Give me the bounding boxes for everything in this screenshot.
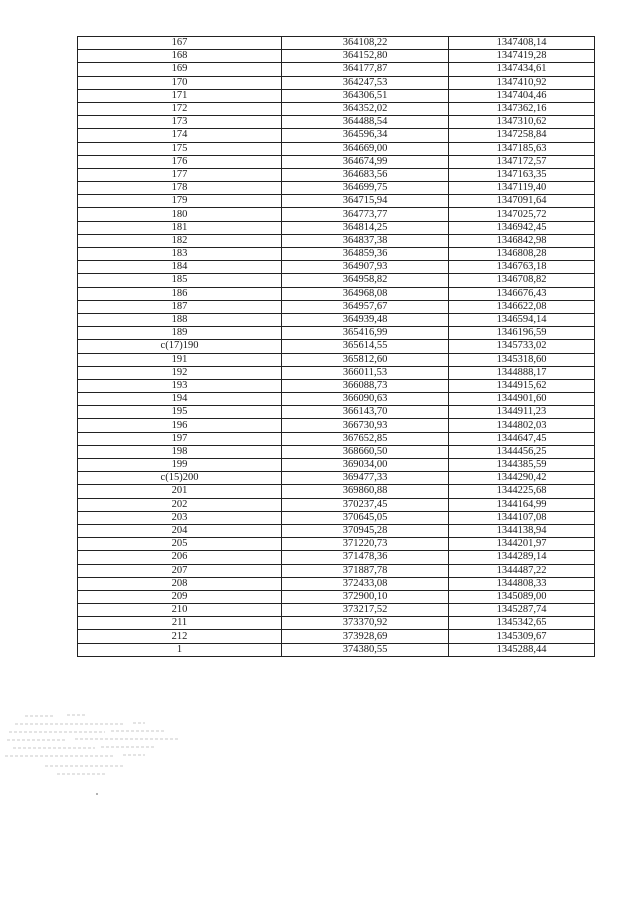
coordinates-table-body — [78, 37, 595, 657]
table-row — [78, 300, 595, 313]
point-number-cell: 180 — [78, 208, 282, 221]
table-row — [78, 366, 595, 379]
x-coordinate-cell: 364247,53 — [282, 76, 449, 89]
y-coordinate-cell: 1344164,99 — [449, 498, 595, 511]
table-row — [78, 37, 595, 50]
x-coordinate-cell: 369860,88 — [282, 485, 449, 498]
y-coordinate-cell: 1347163,35 — [449, 168, 595, 181]
table-row — [78, 261, 595, 274]
y-coordinate-cell: 1346942,45 — [449, 221, 595, 234]
point-number-cell: 196 — [78, 419, 282, 432]
x-coordinate-cell: 364152,80 — [282, 50, 449, 63]
y-coordinate-cell: 1347404,46 — [449, 89, 595, 102]
point-number-cell: 208 — [78, 577, 282, 590]
y-coordinate-cell: 1347419,28 — [449, 50, 595, 63]
y-coordinate-cell: 1346708,82 — [449, 274, 595, 287]
table-row — [78, 63, 595, 76]
y-coordinate-cell: 1344888,17 — [449, 366, 595, 379]
x-coordinate-cell: 365614,55 — [282, 340, 449, 353]
point-number-cell: 178 — [78, 182, 282, 195]
y-coordinate-cell: 1344915,62 — [449, 379, 595, 392]
x-coordinate-cell: 366090,63 — [282, 393, 449, 406]
y-coordinate-cell: 1347091,64 — [449, 195, 595, 208]
y-coordinate-cell: 1347258,84 — [449, 129, 595, 142]
x-coordinate-cell: 364177,87 — [282, 63, 449, 76]
table-row — [78, 524, 595, 537]
x-coordinate-cell: 366088,73 — [282, 379, 449, 392]
y-coordinate-cell: 1345733,02 — [449, 340, 595, 353]
x-coordinate-cell: 364958,82 — [282, 274, 449, 287]
y-coordinate-cell: 1347362,16 — [449, 102, 595, 115]
point-number-cell: 206 — [78, 551, 282, 564]
x-coordinate-cell: 364939,48 — [282, 313, 449, 326]
x-coordinate-cell: 369034,00 — [282, 459, 449, 472]
point-number-cell: 207 — [78, 564, 282, 577]
table-row — [78, 564, 595, 577]
table-row — [78, 182, 595, 195]
y-coordinate-cell: 1346594,14 — [449, 313, 595, 326]
table-row — [78, 393, 595, 406]
table-row — [78, 129, 595, 142]
table-row — [78, 472, 595, 485]
x-coordinate-cell: 373217,52 — [282, 604, 449, 617]
y-coordinate-cell: 1345342,65 — [449, 617, 595, 630]
x-coordinate-cell: 366730,93 — [282, 419, 449, 432]
point-number-cell: 172 — [78, 102, 282, 115]
y-coordinate-cell: 1345287,74 — [449, 604, 595, 617]
point-number-cell: 197 — [78, 432, 282, 445]
point-number-cell: 1 — [78, 643, 282, 656]
y-coordinate-cell: 1347185,63 — [449, 142, 595, 155]
x-coordinate-cell: 370237,45 — [282, 498, 449, 511]
point-number-cell: 195 — [78, 406, 282, 419]
table-row — [78, 327, 595, 340]
point-number-cell: 185 — [78, 274, 282, 287]
x-coordinate-cell: 371478,36 — [282, 551, 449, 564]
scan-dot — [96, 793, 98, 795]
y-coordinate-cell: 1345309,67 — [449, 630, 595, 643]
point-number-cell: 181 — [78, 221, 282, 234]
x-coordinate-cell: 371220,73 — [282, 538, 449, 551]
table-row — [78, 432, 595, 445]
x-coordinate-cell: 364488,54 — [282, 116, 449, 129]
table-row — [78, 287, 595, 300]
table-row — [78, 617, 595, 630]
y-coordinate-cell: 1347310,62 — [449, 116, 595, 129]
y-coordinate-cell: 1345288,44 — [449, 643, 595, 656]
y-coordinate-cell: 1346808,28 — [449, 248, 595, 261]
point-number-cell: 202 — [78, 498, 282, 511]
x-coordinate-cell: 374380,55 — [282, 643, 449, 656]
point-number-cell: 179 — [78, 195, 282, 208]
table-row — [78, 485, 595, 498]
x-coordinate-cell: 372900,10 — [282, 590, 449, 603]
x-coordinate-cell: 364837,38 — [282, 234, 449, 247]
y-coordinate-cell: 1344201,97 — [449, 538, 595, 551]
point-number-cell: 199 — [78, 459, 282, 472]
y-coordinate-cell: 1347025,72 — [449, 208, 595, 221]
y-coordinate-cell: 1344290,42 — [449, 472, 595, 485]
y-coordinate-cell: 1344487,22 — [449, 564, 595, 577]
table-row — [78, 604, 595, 617]
point-number-cell: с(17)190 — [78, 340, 282, 353]
y-coordinate-cell: 1347410,92 — [449, 76, 595, 89]
table-row — [78, 353, 595, 366]
point-number-cell: 177 — [78, 168, 282, 181]
table-row — [78, 459, 595, 472]
point-number-cell: 194 — [78, 393, 282, 406]
point-number-cell: 175 — [78, 142, 282, 155]
point-number-cell: с(15)200 — [78, 472, 282, 485]
point-number-cell: 210 — [78, 604, 282, 617]
point-number-cell: 167 — [78, 37, 282, 50]
table-row — [78, 511, 595, 524]
y-coordinate-cell: 1344647,45 — [449, 432, 595, 445]
x-coordinate-cell: 364699,75 — [282, 182, 449, 195]
table-row — [78, 379, 595, 392]
point-number-cell: 184 — [78, 261, 282, 274]
y-coordinate-cell: 1347119,40 — [449, 182, 595, 195]
x-coordinate-cell: 372433,08 — [282, 577, 449, 590]
y-coordinate-cell: 1345089,00 — [449, 590, 595, 603]
point-number-cell: 201 — [78, 485, 282, 498]
point-number-cell: 187 — [78, 300, 282, 313]
point-number-cell: 209 — [78, 590, 282, 603]
y-coordinate-cell: 1346196,59 — [449, 327, 595, 340]
y-coordinate-cell: 1346842,98 — [449, 234, 595, 247]
point-number-cell: 182 — [78, 234, 282, 247]
point-number-cell: 192 — [78, 366, 282, 379]
table-row — [78, 208, 595, 221]
y-coordinate-cell: 1346763,18 — [449, 261, 595, 274]
y-coordinate-cell: 1344385,59 — [449, 459, 595, 472]
x-coordinate-cell: 364669,00 — [282, 142, 449, 155]
point-number-cell: 203 — [78, 511, 282, 524]
table-row — [78, 419, 595, 432]
point-number-cell: 189 — [78, 327, 282, 340]
x-coordinate-cell: 364674,99 — [282, 155, 449, 168]
x-coordinate-cell: 364907,93 — [282, 261, 449, 274]
y-coordinate-cell: 1347434,61 — [449, 63, 595, 76]
table-row — [78, 116, 595, 129]
point-number-cell: 170 — [78, 76, 282, 89]
y-coordinate-cell: 1344107,08 — [449, 511, 595, 524]
x-coordinate-cell: 366011,53 — [282, 366, 449, 379]
x-coordinate-cell: 366143,70 — [282, 406, 449, 419]
table-row — [78, 551, 595, 564]
x-coordinate-cell: 364814,25 — [282, 221, 449, 234]
x-coordinate-cell: 373928,69 — [282, 630, 449, 643]
x-coordinate-cell: 369477,33 — [282, 472, 449, 485]
table-row — [78, 313, 595, 326]
x-coordinate-cell: 364306,51 — [282, 89, 449, 102]
table-row — [78, 195, 595, 208]
table-row — [78, 643, 595, 656]
y-coordinate-cell: 1347408,14 — [449, 37, 595, 50]
table-row — [78, 142, 595, 155]
x-coordinate-cell: 373370,92 — [282, 617, 449, 630]
table-row — [78, 76, 595, 89]
x-coordinate-cell: 370945,28 — [282, 524, 449, 537]
table-row — [78, 406, 595, 419]
point-number-cell: 193 — [78, 379, 282, 392]
x-coordinate-cell: 364773,77 — [282, 208, 449, 221]
table-row — [78, 89, 595, 102]
table-row — [78, 221, 595, 234]
table-row — [78, 248, 595, 261]
y-coordinate-cell: 1344808,33 — [449, 577, 595, 590]
x-coordinate-cell: 364352,02 — [282, 102, 449, 115]
point-number-cell: 186 — [78, 287, 282, 300]
table-row — [78, 498, 595, 511]
y-coordinate-cell: 1344901,60 — [449, 393, 595, 406]
y-coordinate-cell: 1344456,25 — [449, 445, 595, 458]
y-coordinate-cell: 1344225,68 — [449, 485, 595, 498]
y-coordinate-cell: 1347172,57 — [449, 155, 595, 168]
y-coordinate-cell: 1344138,94 — [449, 524, 595, 537]
coordinates-table — [77, 36, 595, 657]
x-coordinate-cell: 365416,99 — [282, 327, 449, 340]
y-coordinate-cell: 1344911,23 — [449, 406, 595, 419]
point-number-cell: 205 — [78, 538, 282, 551]
point-number-cell: 212 — [78, 630, 282, 643]
table-row — [78, 630, 595, 643]
x-coordinate-cell: 364108,22 — [282, 37, 449, 50]
x-coordinate-cell: 364683,56 — [282, 168, 449, 181]
point-number-cell: 204 — [78, 524, 282, 537]
point-number-cell: 183 — [78, 248, 282, 261]
point-number-cell: 188 — [78, 313, 282, 326]
y-coordinate-cell: 1344802,03 — [449, 419, 595, 432]
y-coordinate-cell: 1344289,14 — [449, 551, 595, 564]
point-number-cell: 169 — [78, 63, 282, 76]
table-row — [78, 102, 595, 115]
x-coordinate-cell: 364715,94 — [282, 195, 449, 208]
y-coordinate-cell: 1346676,43 — [449, 287, 595, 300]
point-number-cell: 174 — [78, 129, 282, 142]
x-coordinate-cell: 364957,67 — [282, 300, 449, 313]
table-row — [78, 538, 595, 551]
x-coordinate-cell: 364596,34 — [282, 129, 449, 142]
x-coordinate-cell: 364859,36 — [282, 248, 449, 261]
point-number-cell: 171 — [78, 89, 282, 102]
point-number-cell: 176 — [78, 155, 282, 168]
x-coordinate-cell: 364968,08 — [282, 287, 449, 300]
x-coordinate-cell: 365812,60 — [282, 353, 449, 366]
table-row — [78, 234, 595, 247]
table-row — [78, 340, 595, 353]
y-coordinate-cell: 1346622,08 — [449, 300, 595, 313]
point-number-cell: 211 — [78, 617, 282, 630]
table-row — [78, 274, 595, 287]
x-coordinate-cell: 367652,85 — [282, 432, 449, 445]
point-number-cell: 198 — [78, 445, 282, 458]
point-number-cell: 191 — [78, 353, 282, 366]
x-coordinate-cell: 370645,05 — [282, 511, 449, 524]
x-coordinate-cell: 368660,50 — [282, 445, 449, 458]
faint-scan-smudge — [5, 712, 185, 782]
table-row — [78, 50, 595, 63]
point-number-cell: 168 — [78, 50, 282, 63]
point-number-cell: 173 — [78, 116, 282, 129]
table-row — [78, 590, 595, 603]
table-row — [78, 155, 595, 168]
x-coordinate-cell: 371887,78 — [282, 564, 449, 577]
table-row — [78, 577, 595, 590]
y-coordinate-cell: 1345318,60 — [449, 353, 595, 366]
table-row — [78, 168, 595, 181]
table-row — [78, 445, 595, 458]
